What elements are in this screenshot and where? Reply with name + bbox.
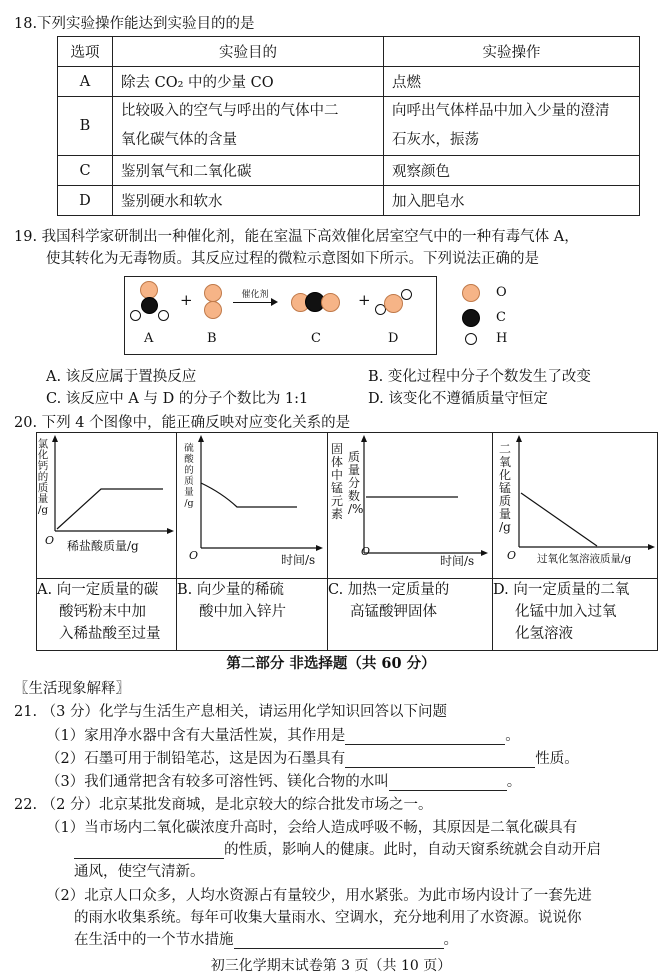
row-action: 观察颜色 xyxy=(384,156,640,186)
graph-b xyxy=(177,433,327,578)
q22-sub2-line1: （2）北京人口众多，人均水资源占有量较少，用水紧张。为此市场内设计了一套先进 xyxy=(46,888,592,904)
row-action xyxy=(384,97,640,156)
part2-title: 第二部分 非选择题（共 60 分） xyxy=(226,655,436,672)
q19-stem-line2: 使其转化为无毒物质。其反应过程的微粒示意图如下所示。下列说法正确的是 xyxy=(46,251,539,267)
graph-a-xlabel: 稀盐酸质量/g xyxy=(67,539,139,553)
row-option: B xyxy=(58,97,113,156)
graph-b-cell xyxy=(177,433,328,579)
graph-c-origin: O xyxy=(361,545,371,558)
section-heading: 〖生活现象解释〗 xyxy=(14,681,130,697)
q22-sub2-line3: 在生活中的一个节水措施 。 xyxy=(74,932,458,948)
hydrogen-atom xyxy=(401,289,412,300)
table-header-row xyxy=(58,37,640,67)
q20-option-a: A. 向一定质量的碳 酸钙粉末中加 入稀盐酸至过量 xyxy=(37,579,177,651)
q20-option-c: C. 加热一定质量的 高锰酸钾固体 xyxy=(328,579,493,651)
oxygen-atom xyxy=(321,293,340,312)
q22-sub1-line3: 通风，使空气清新。 xyxy=(74,864,205,880)
legend-oxygen-label: O xyxy=(496,285,507,300)
q22-sub1-line2: 的性质，影响人的健康。此时，自动天窗系统就会自动开启 xyxy=(74,838,601,859)
header-purpose: 实验目的 xyxy=(113,37,384,67)
oxygen-atom xyxy=(204,284,222,302)
label-C: C xyxy=(311,331,321,346)
plus-sign: + xyxy=(358,291,371,309)
action-line: 石灰水，振荡 xyxy=(392,132,479,148)
row-option: C xyxy=(58,156,113,186)
page-footer: 初三化学期末试卷第 3 页（共 10 页） xyxy=(210,958,452,974)
legend-oxygen-icon xyxy=(462,284,480,302)
graph-d-ylabel: 二 氧 化 锰 质 量 /g xyxy=(499,442,512,534)
oxygen-atom xyxy=(204,301,222,319)
q19-option-d: D. 该变化不遵循质量守恒定 xyxy=(368,391,548,407)
action-line: 向呼出气体样品中加入少量的澄清 xyxy=(392,103,610,119)
purpose-line: 氧化碳气体的含量 xyxy=(121,132,237,148)
plus-sign: + xyxy=(180,291,193,309)
header-option: 选项 xyxy=(58,37,113,67)
q20-option-d: D. 向一定质量的二氧 化锰中加入过氧 化氢溶液 xyxy=(493,579,658,651)
table-row xyxy=(58,186,640,216)
legend-carbon-icon xyxy=(462,309,480,327)
purpose-line: 比较吸入的空气与呼出的气体中二 xyxy=(121,103,339,119)
catalyst-label: 催化剂 xyxy=(241,290,269,300)
q20-graph-table xyxy=(36,432,658,651)
row-purpose: 鉴别硬水和软水 xyxy=(113,186,384,216)
row-purpose xyxy=(113,97,384,156)
graph-d-xlabel: 过氧化氢溶液质量/g xyxy=(537,553,632,565)
graph-c-xlabel: 时间/s xyxy=(440,554,475,568)
graph-a-ylabel: 氯 化 钙 的 质 量 /g xyxy=(37,438,49,516)
q20-option-b: B. 向少量的稀硫 酸中加入锌片 xyxy=(177,579,328,651)
table-row xyxy=(58,156,640,186)
row-option: D xyxy=(58,186,113,216)
label-B: B xyxy=(207,331,217,346)
label-A: A xyxy=(144,331,154,346)
row-purpose: 鉴别氧气和二氧化碳 xyxy=(113,156,384,186)
answer-blank[interactable] xyxy=(345,728,505,745)
graph-a-plot xyxy=(37,433,176,578)
q19-option-a: A. 该反应属于置换反应 xyxy=(46,369,197,385)
row-option: A xyxy=(58,67,113,97)
q22-sub1-line1: （1）当市场内二氧化碳浓度升高时，会给人造成呼吸不畅，其原因是二氧化碳具有 xyxy=(46,820,578,836)
q21-sub3: （3）我们通常把含有较多可溶性钙、镁化合物的水叫 。 xyxy=(46,774,522,790)
q18-table xyxy=(57,36,640,216)
graph-d-origin: O xyxy=(507,549,517,562)
graph-c-cell xyxy=(328,433,493,579)
q19-option-c: C. 该反应中 A 与 D 的分子个数比为 1:1 xyxy=(46,391,309,407)
graph-d-cell xyxy=(493,433,658,579)
row-action: 加入肥皂水 xyxy=(384,186,640,216)
graph-b-origin: O xyxy=(189,549,199,562)
q19-stem-line1: 19. 我国科学家研制出一种催化剂，能在室温下高效催化居室空气中的一种有毒气体 A， xyxy=(14,229,579,245)
arrow-line xyxy=(233,302,273,303)
q20-stem: 20. 下列 4 个图像中，能正确反映对应变化关系的是 xyxy=(14,415,351,431)
table-row xyxy=(58,97,640,156)
label-D: D xyxy=(388,331,399,346)
q19-option-b: B. 变化过程中分子个数发生了改变 xyxy=(368,369,591,385)
graph-c-ylabel-col1: 固 体 中 锰 元 素 xyxy=(331,442,344,521)
graph-c-ylabel-col2: 质 量 分 数 /% xyxy=(348,450,364,516)
graph-a-origin: O xyxy=(45,534,55,547)
q21-sub2: （2）石墨可用于制铅笔芯，这是因为石墨具有 性质。 xyxy=(46,751,579,767)
answer-blank[interactable] xyxy=(345,751,535,768)
answer-blank[interactable] xyxy=(74,842,224,859)
graph-a-cell xyxy=(37,433,177,579)
row-purpose: 除去 CO₂ 中的少量 CO xyxy=(113,67,384,97)
legend-carbon-label: C xyxy=(496,310,506,325)
q21-stem: 21. （3 分）化学与生活生产息相关，请运用化学知识回答以下问题 xyxy=(14,704,448,720)
legend-hydrogen-icon xyxy=(465,333,477,345)
q22-sub2-line2: 的雨水收集系统。每年可收集大量雨水、空调水，充分地利用了水资源。说说你 xyxy=(74,910,582,926)
graph-b-ylabel: 硫 酸 的 质 量 /g xyxy=(184,443,194,509)
q22-stem: 22. （2 分）北京某批发商城，是北京较大的综合批发市场之一。 xyxy=(14,797,433,813)
answer-blank[interactable] xyxy=(234,932,444,949)
table-row xyxy=(58,67,640,97)
legend-hydrogen-label: H xyxy=(496,331,508,346)
arrow-head-icon xyxy=(271,298,278,306)
carbon-atom xyxy=(141,297,158,314)
header-action: 实验操作 xyxy=(384,37,640,67)
reaction-diagram xyxy=(124,276,437,355)
graph-a xyxy=(37,433,176,578)
oxygen-atom xyxy=(384,294,403,313)
graph-d xyxy=(493,433,657,578)
graph-c xyxy=(328,433,492,578)
q21-sub1: （1）家用净水器中含有大量活性炭，其作用是 。 xyxy=(46,728,520,744)
answer-blank[interactable] xyxy=(389,774,507,791)
hydrogen-atom xyxy=(158,310,169,321)
hydrogen-atom xyxy=(130,310,141,321)
q18-stem: 18.下列实验操作能达到实验目的的是 xyxy=(14,16,255,32)
row-action: 点燃 xyxy=(384,67,640,97)
graph-b-xlabel: 时间/s xyxy=(281,553,316,567)
